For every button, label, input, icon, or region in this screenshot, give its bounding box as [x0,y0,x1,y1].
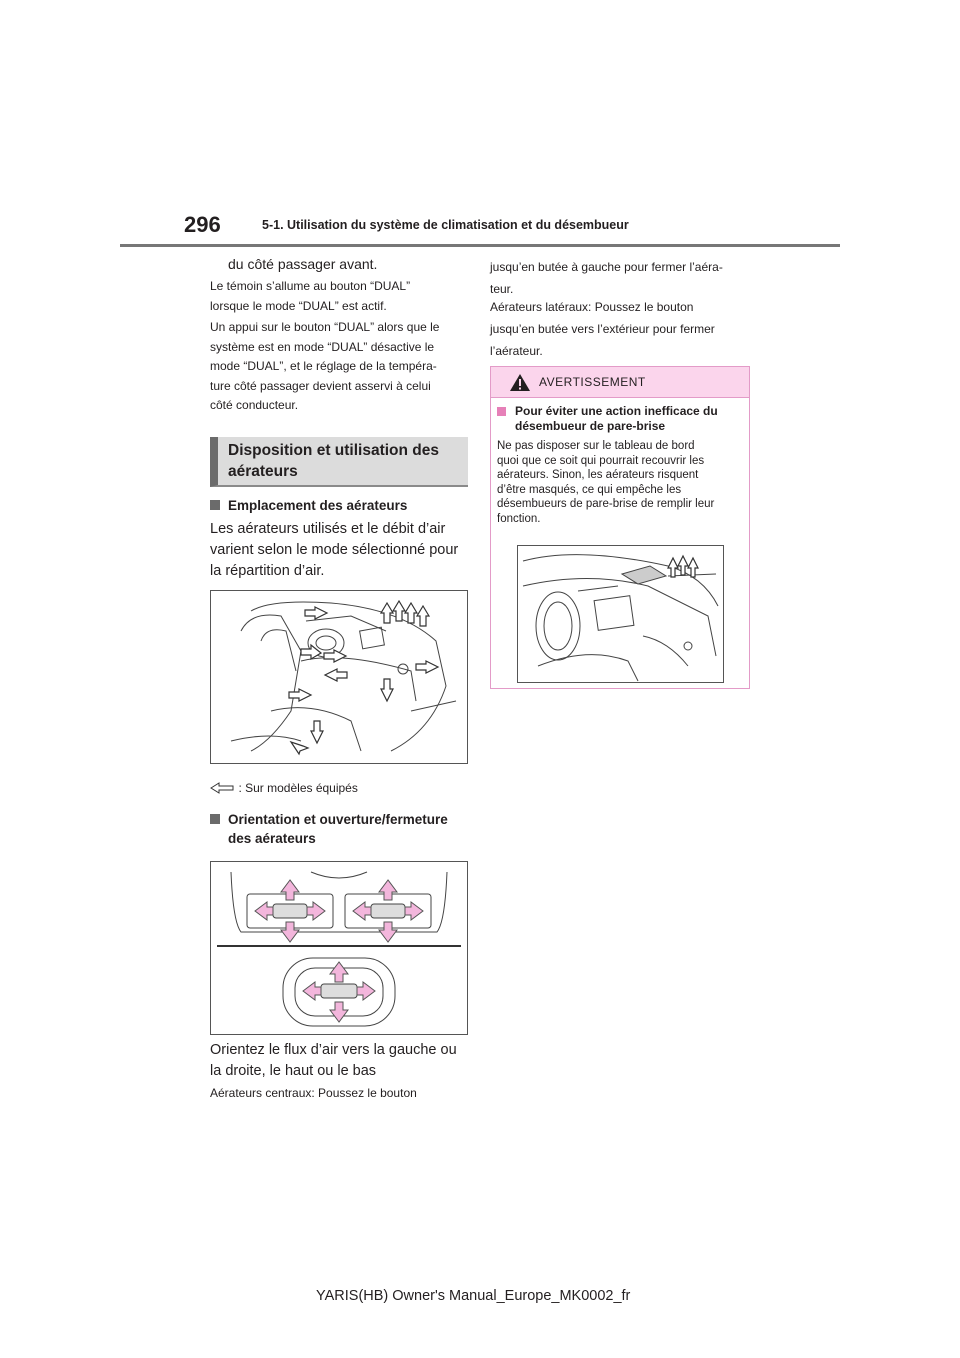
warning-box [490,366,750,689]
page-number: 296 [184,212,221,237]
warning-subheading-text: désembueur de pare-brise [515,419,666,433]
right-paragraph-1 [490,256,752,300]
text-line: la droite, le haut ou le bas [210,1063,377,1079]
text-line: la répartition d’air. [210,563,325,579]
vent-orientation-figure [210,861,468,1035]
text-line: jusqu’en butée vers l’extérieur pour fermer [490,322,715,336]
sub-heading-orientation [210,810,472,848]
text-line: aérateurs. Sinon, les aérateurs risquent [497,469,699,481]
orientation-paragraph [210,1040,472,1082]
text-line: Ne pas disposer sur le tableau de bord [497,440,695,452]
location-paragraph [210,519,472,582]
right-paragraph-2 [490,296,752,362]
vent-illustration [211,862,467,1034]
warning-subheading [497,404,741,434]
text-line: d’être masqués, ce qui empêche les [497,483,682,496]
text-line: quoi que ce soit qui pourrait recouvrir les [497,454,705,467]
header-rule [120,244,840,247]
bullet-square-icon [210,814,220,824]
section-title-line: aérateurs [228,463,298,480]
outline-arrow-icon [210,782,234,794]
warning-triangle-icon [509,373,531,392]
sub-heading-text: Emplacement des aérateurs [228,498,408,513]
warning-subheading-text: Pour éviter une action inefficace du [515,404,718,418]
text-line: ture côté passager devient asservi à celui [210,378,431,393]
text-line: côté conducteur. [210,398,299,412]
left-intro [210,255,472,275]
text-line: Aérateurs latéraux: Poussez le bouton [490,300,694,314]
text-line: lorsque le mode “DUAL” est actif. [210,298,387,313]
text-line: varient selon le mode sélectionné pour [210,542,459,558]
text-line: fonction. [497,512,541,525]
central-vents-paragraph [210,1084,472,1104]
dual-paragraph-1 [210,277,472,316]
text-line: Le témoin s’allume au bouton “DUAL” [210,279,411,293]
intro-line: du côté passager avant. [228,256,378,272]
dashboard-warning-figure [517,545,724,683]
section-title-box [210,437,468,487]
text-line: Orientez le flux d’air vers la gauche ou [210,1042,457,1058]
text-line: système est en mode “DUAL” désactive le [210,339,435,354]
sub-heading-text: des aérateurs [228,831,316,846]
cabin-illustration [211,591,467,763]
sub-heading-text: Orientation et ouverture/fermeture [228,812,448,827]
text-line: jusqu’en butée à gauche pour fermer l’aéra- [490,260,723,274]
text-line: l’aérateur. [490,344,543,358]
bullet-square-icon [497,407,506,416]
text-line: Les aérateurs utilisés et le débit d’air [210,521,446,537]
sub-heading-location [210,496,472,515]
text-line: Aérateurs centraux: Poussez le bouton [210,1086,417,1100]
cabin-vents-figure [210,590,468,764]
legend-row [210,779,358,797]
section-title-line: Disposition et utilisation des [228,442,439,459]
warning-header [491,367,749,398]
text-line: teur. [490,282,514,296]
section-header: 5-1. Utilisation du système de climatisation et du désembueur [262,218,629,232]
text-line: mode “DUAL”, et le réglage de la tempéra- [210,359,437,373]
legend-text: : Sur modèles équipés [238,781,358,795]
bullet-square-icon [210,500,220,510]
warning-title: AVERTISSEMENT [539,375,646,389]
text-line: désembueurs de pare-brise de remplir leur [497,498,715,510]
warning-text [497,439,741,526]
text-line: Un appui sur le bouton “DUAL” alors que le [210,320,440,334]
dual-paragraph-2 [210,318,472,416]
footer-text: YARIS(HB) Owner's Manual_Europe_MK0002_fr [316,1288,631,1304]
dashboard-illustration [518,546,723,682]
